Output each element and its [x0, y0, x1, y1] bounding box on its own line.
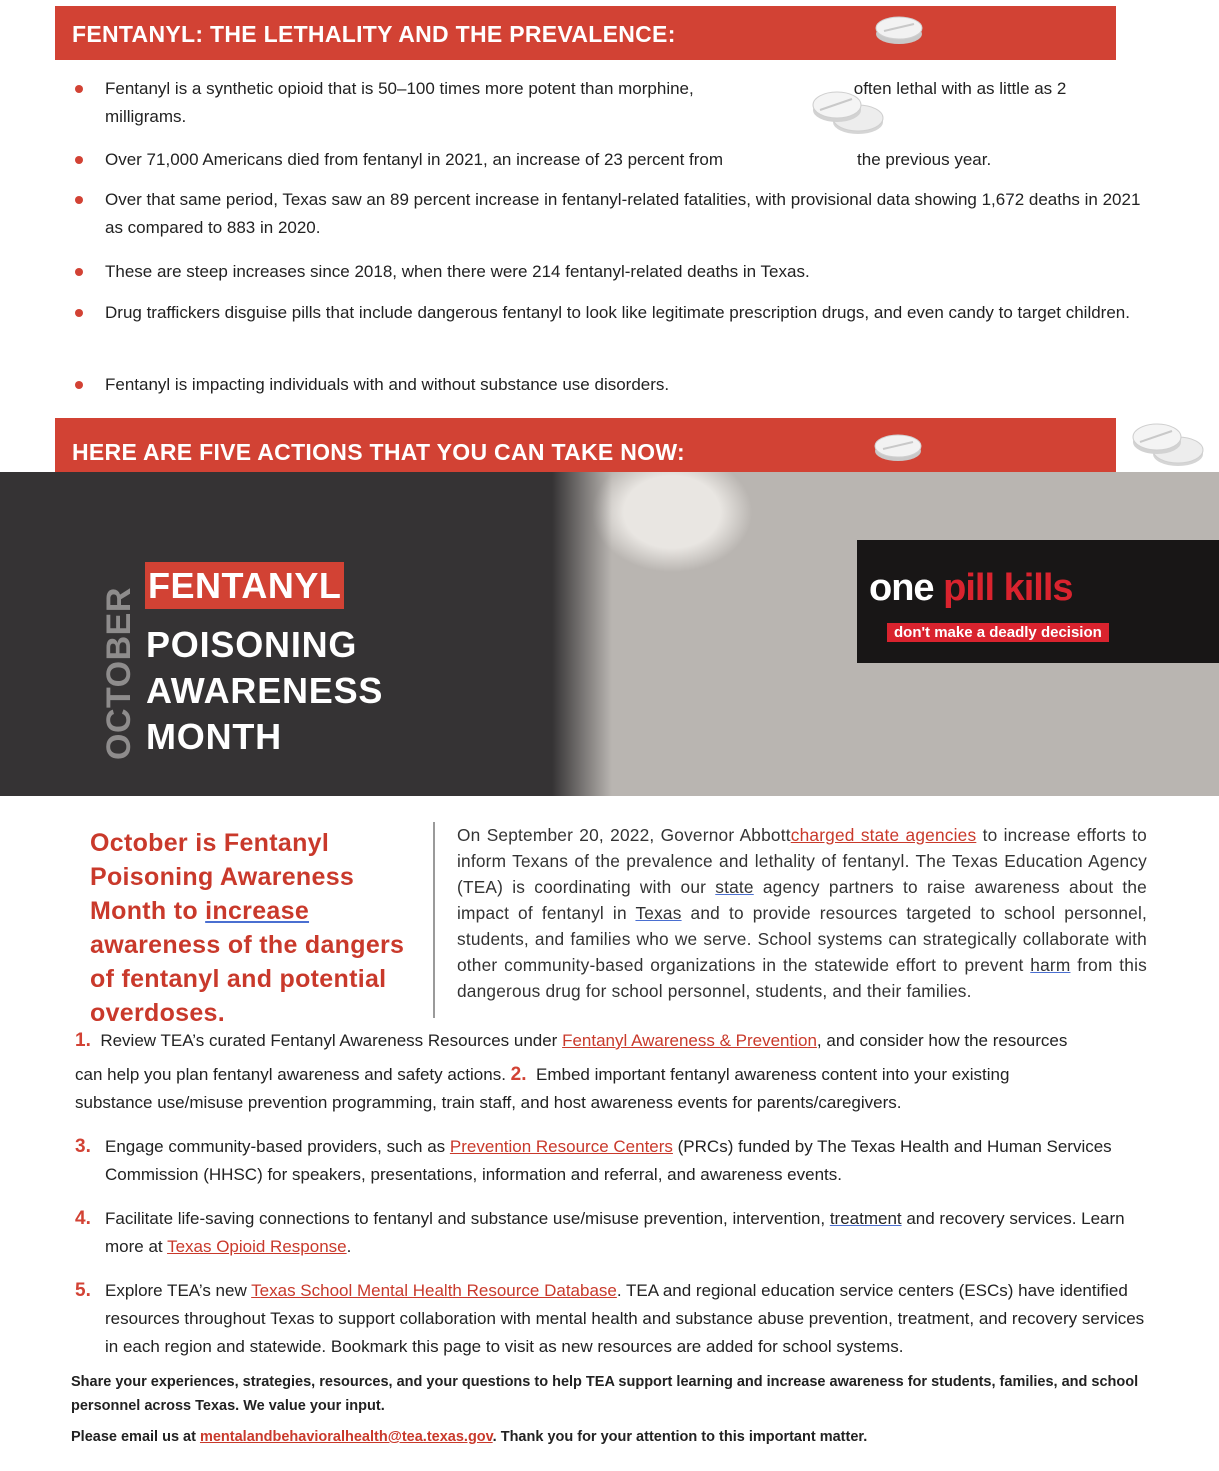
list-item	[75, 75, 1150, 131]
footer-share-text: Share your experiences, strategies, resources, and your questions to help TEA support learning and increase awareness for students, families, and school personnel across Texas. We value your input.	[71, 1374, 1139, 1414]
fact-text-cont: often lethal with as little as 2 milligrams.	[105, 79, 1067, 126]
banner-title: HERE ARE FIVE ACTIONS THAT YOU CAN TAKE NOW:	[72, 439, 685, 465]
action-number-5: 5.	[75, 1280, 91, 1301]
pull-quote: October is Fentanyl Poisoning Awareness Month to increase awareness of the dangers of fentanyl and potential overdoses.	[90, 829, 405, 1027]
pill-icon	[874, 12, 924, 46]
action-item-4: Facilitate life-saving connections to fentanyl and substance use/misuse prevention, intervention, treatment and recovery services. Learn more at Texas Opioid Response.	[105, 1209, 1125, 1256]
prevention-resource-centers-link[interactable]: Prevention Resource Centers	[449, 1137, 673, 1156]
fact-text: These are steep increases since 2018, when there were 214 fentanyl-related deaths in Texas.	[105, 262, 810, 281]
list-item	[75, 146, 1150, 174]
footer: Share your experiences, strategies, resources, and your questions to help TEA support learning and increase awareness for students, families, and school personnel across Texas. We value your input. Please email us at mentalandbehavioralhealth@tea.texas.gov. Thank you for your attention to this important matter.	[71, 1370, 1151, 1449]
action-number-3: 3.	[75, 1136, 91, 1157]
email-link[interactable]: mentalandbehavioralhealth@tea.texas.gov	[199, 1429, 493, 1445]
mental-health-database-link[interactable]: Texas School Mental Health Resource Database	[251, 1281, 617, 1300]
logo-word-pill: pill	[943, 567, 995, 609]
hero-fentanyl-label: FENTANYL	[145, 562, 344, 609]
fact-text-cont: the previous year.	[857, 150, 992, 169]
fact-text: Over that same period, Texas saw an 89 percent increase in fentanyl-related fatalities, with provisional data showing 1,672 deaths in 2021 as compared to 883 in 2020.	[105, 190, 1141, 237]
divider	[433, 822, 435, 1018]
section-banner-actions	[55, 418, 1116, 472]
intro-paragraph: On September 20, 2022, Governor Abbottcharged state agencies to increase efforts to inform Texans of the prevalence and lethality of fentanyl. The Texas Education Agency (TEA) is coordinating with our state agency partners to raise awareness about the impact of fentanyl in Texas and to provide resources targeted to school personnel, students, and families who we serve. School systems can strategically collaborate with other community-based organizations in the statewide effort to prevent harm from this dangerous drug for school personnel, students, and their families.	[457, 825, 1147, 1001]
list-item	[75, 186, 1150, 242]
banner-title: FENTANYL: THE LETHALITY AND THE PREVALENCE:	[72, 21, 676, 47]
bullet-icon	[75, 309, 83, 317]
texas-opioid-response-link[interactable]: Texas Opioid Response	[167, 1237, 347, 1256]
list-item	[75, 299, 1150, 327]
pills-pair-icon	[1130, 420, 1205, 472]
bullet-icon	[75, 85, 83, 93]
logo-word-kills: kills	[1003, 567, 1073, 609]
hero-line-awareness: AWARENESS	[146, 670, 384, 711]
action-number: 2.	[510, 1064, 527, 1085]
charged-state-agencies-link[interactable]: charged state agencies	[790, 825, 977, 845]
one-pill-kills-logo	[857, 540, 1219, 663]
action-item-5: Explore TEA’s new Texas School Mental Health Resource Database. TEA and regional education service centers (ESCs) have identified resources throughout Texas to support collaboration with mental health and substance abuse prevention, treatment, and recovery services in each region and statewide. Bookmark this page to visit as new resources are added for school systems.	[105, 1281, 1145, 1356]
list-item	[75, 258, 1150, 286]
fact-text: Drug traffickers disguise pills that include dangerous fentanyl to look like legitimate prescription drugs, and even candy to target children.	[105, 303, 1130, 322]
action-number-4: 4.	[75, 1208, 91, 1229]
action-item-2: can help you plan fentanyl awareness and safety actions. 2. Embed important fentanyl awareness content into your existing	[75, 1064, 1010, 1085]
bullet-icon	[75, 268, 83, 276]
action-item-1: 1. Review TEA’s curated Fentanyl Awareness Resources under Fentanyl Awareness & Prevention, and consider how the resources	[75, 1030, 1068, 1051]
action-number: 1.	[75, 1030, 91, 1051]
hero-line-month: MONTH	[146, 716, 282, 757]
bullet-icon	[75, 156, 83, 164]
bullet-icon	[75, 196, 83, 204]
logo-tagline: don't make a deadly decision	[887, 623, 1109, 642]
list-item	[75, 371, 1150, 399]
action-item-3: Engage community-based providers, such as Prevention Resource Centers (PRCs) funded by The Texas Health and Human Services Commission (HHSC) for speakers, presentations, information and referral, and awareness events.	[105, 1137, 1112, 1184]
action-item-2-cont: substance use/misuse prevention programming, train staff, and host awareness events for parents/caregivers.	[75, 1093, 902, 1112]
hero-month-vertical: OCTOBER	[100, 587, 138, 760]
logo-word-one: one	[869, 567, 934, 609]
bullet-icon	[75, 381, 83, 389]
fact-text: Over 71,000 Americans died from fentanyl in 2021, an increase of 23 percent from	[105, 150, 724, 169]
fentanyl-awareness-link[interactable]: Fentanyl Awareness & Prevention	[562, 1031, 817, 1050]
pill-icon	[873, 430, 923, 464]
section-banner-lethality	[55, 6, 1116, 60]
fact-text: Fentanyl is impacting individuals with and without substance use disorders.	[105, 375, 670, 394]
fact-text: Fentanyl is a synthetic opioid that is 50–100 times more potent than morphine,	[105, 79, 694, 98]
hero-line-poisoning: POISONING	[146, 624, 358, 665]
